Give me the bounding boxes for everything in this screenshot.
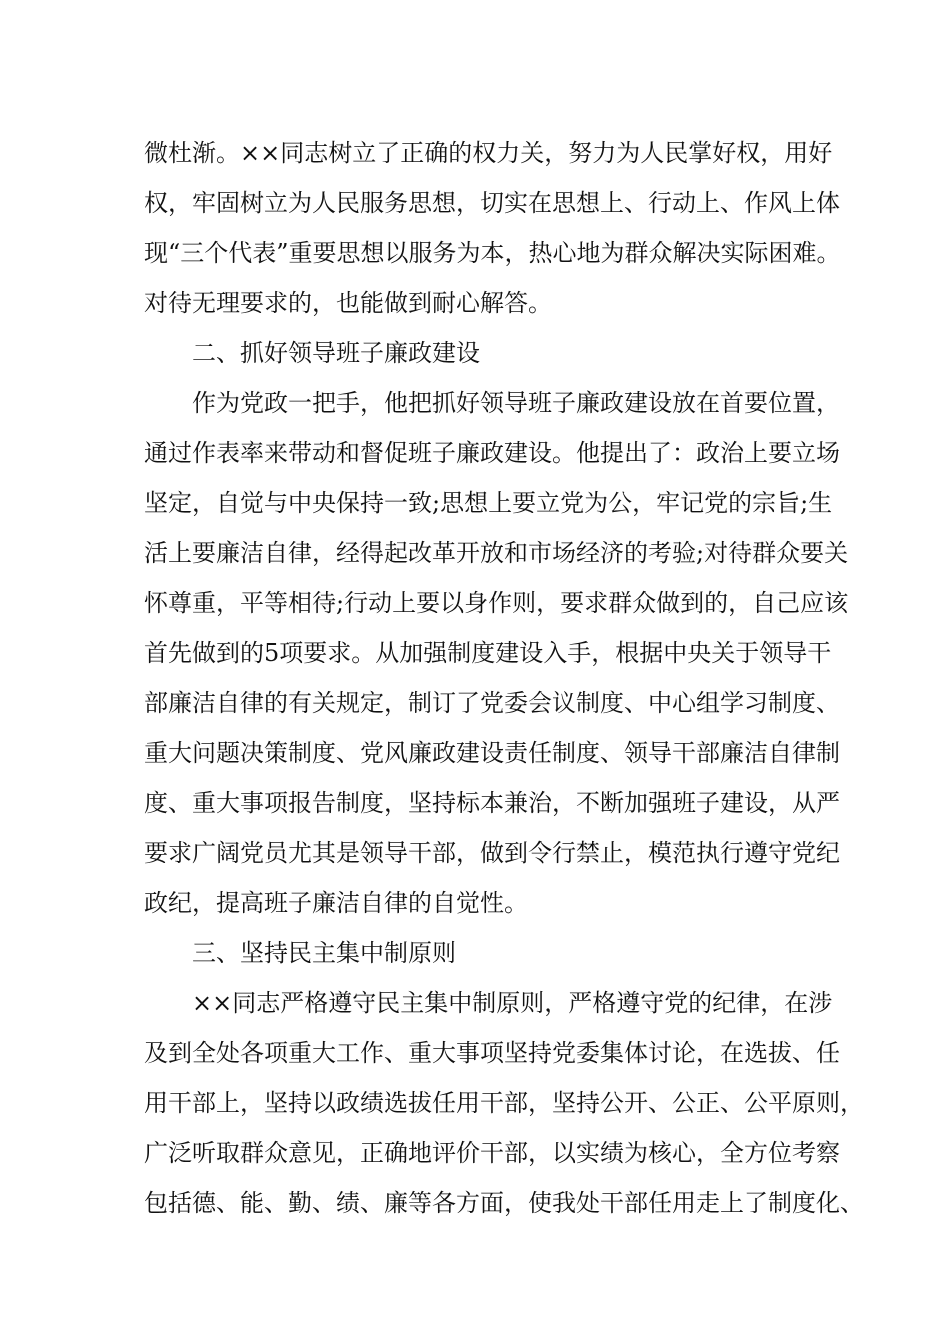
text-line: 作为党政一把手，他把抓好领导班子廉政建设放在首要位置， (192, 389, 840, 417)
document-body (144, 128, 864, 1228)
text-line: 要求广阔党员尤其是领导干部，做到令行禁止，模范执行遵守党纪 (144, 839, 840, 867)
section-heading: 三、坚持民主集中制原则 (192, 939, 456, 967)
text-line: 重大问题决策制度、党风廉政建设责任制度、领导干部廉洁自律制 (144, 739, 840, 767)
text-line: 通过作表率来带动和督促班子廉政建设。他提出了：政治上要立场 (144, 439, 840, 467)
text-line: 度、重大事项报告制度，坚持标本兼治，不断加强班子建设，从严 (144, 789, 840, 817)
text-line: 微杜渐。××同志树立了正确的权力关，努力为人民掌好权，用好 (144, 139, 833, 167)
text-line: 广泛听取群众意见，正确地评价干部，以实绩为核心，全方位考察 (144, 1139, 840, 1167)
text-line: 现“三个代表”重要思想以服务为本，热心地为群众解决实际困难。 (144, 239, 841, 267)
text-line: ××同志严格遵守民主集中制原则，严格遵守党的纪律，在涉 (192, 989, 833, 1017)
text-line: 用干部上，坚持以政绩选拔任用干部，坚持公开、公正、公平原则， (144, 1089, 864, 1117)
text-line: 权，牢固树立为人民服务思想，切实在思想上、行动上、作风上体 (144, 189, 840, 217)
text-line: 对待无理要求的，也能做到耐心解答。 (144, 289, 552, 317)
text-line: 及到全处各项重大工作、重大事项坚持党委集体讨论，在选拔、任 (144, 1039, 840, 1067)
text-line: 首先做到的5项要求。从加强制度建设入手，根据中央关于领导干 (144, 639, 832, 667)
text-line: 坚定，自觉与中央保持一致;思想上要立党为公，牢记党的宗旨;生 (144, 489, 833, 517)
text-line: 包括德、能、勤、绩、廉等各方面，使我处干部任用走上了制度化、 (144, 1189, 864, 1217)
text-line: 怀尊重，平等相待;行动上要以身作则，要求群众做到的，自己应该 (144, 589, 849, 617)
text-line: 部廉洁自律的有关规定，制订了党委会议制度、中心组学习制度、 (144, 689, 840, 717)
text-line: 活上要廉洁自律，经得起改革开放和市场经济的考验;对待群众要关 (144, 539, 849, 567)
text-line: 政纪，提高班子廉洁自律的自觉性。 (144, 889, 528, 917)
section-heading: 二、抓好领导班子廉政建设 (192, 339, 480, 367)
